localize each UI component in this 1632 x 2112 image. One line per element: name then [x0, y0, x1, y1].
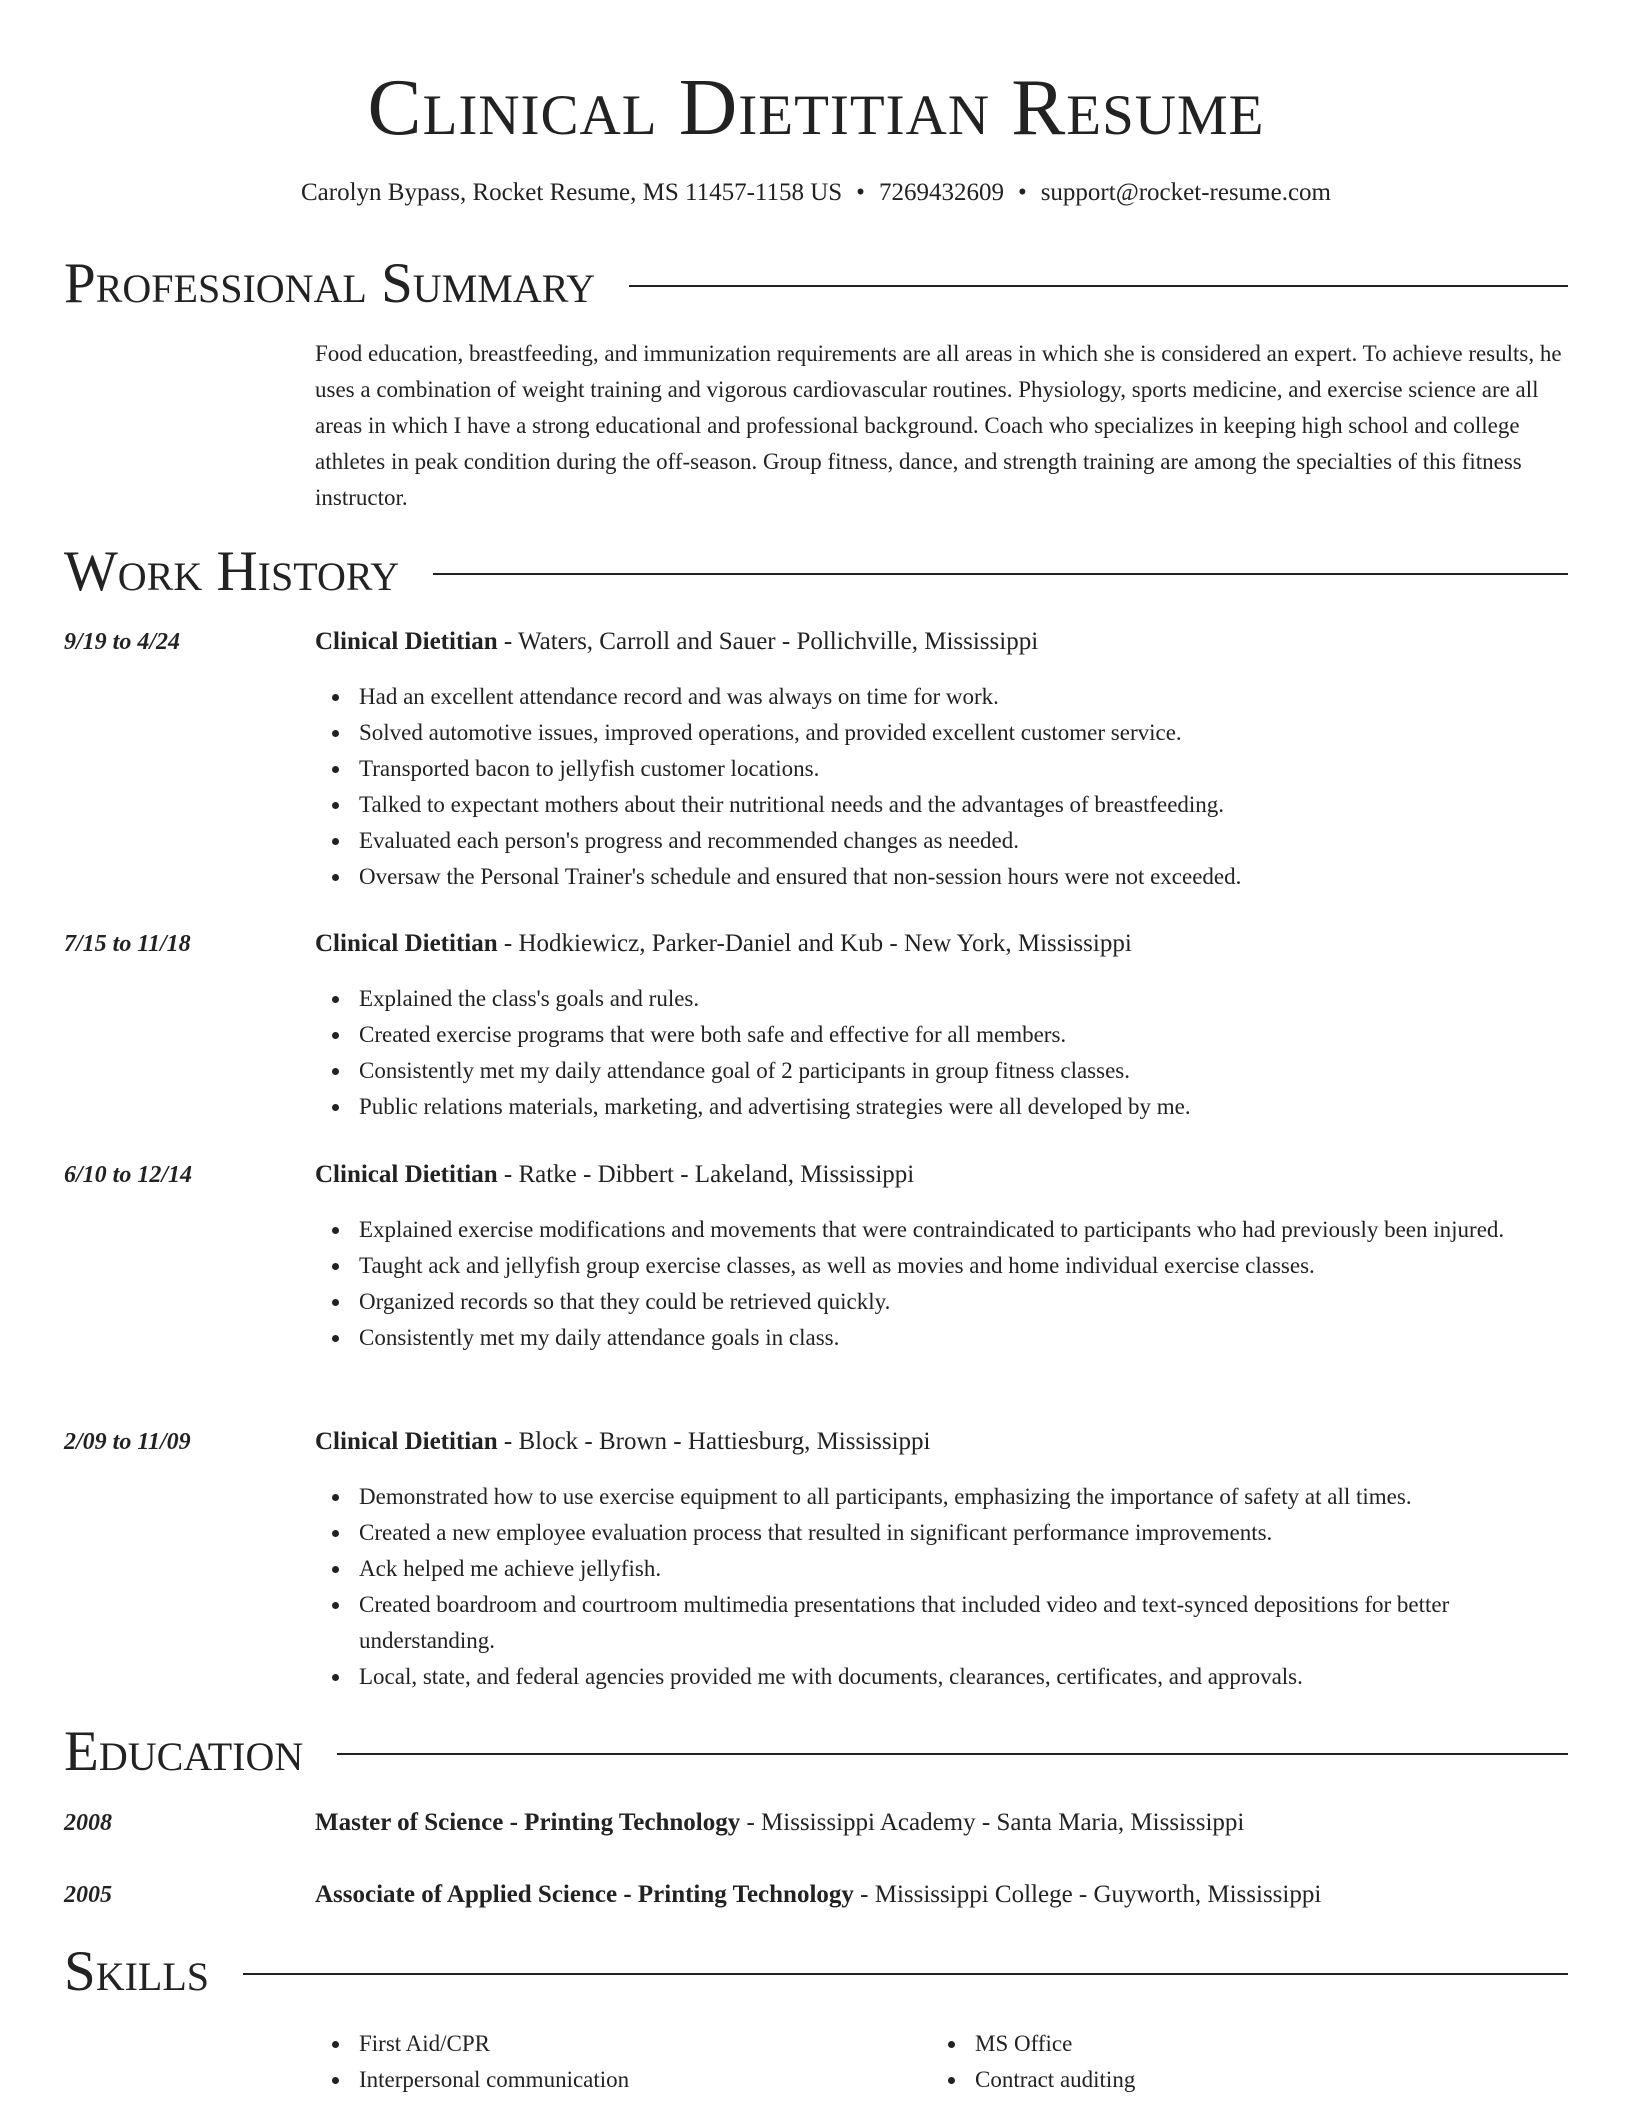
list-item: Consistently met my daily attendance goal of 2 participants in group fitness classes. — [359, 1053, 1568, 1089]
list-item: Explained exercise modifications and movements that were contraindicated to participants who had previously been injured. — [359, 1212, 1568, 1248]
contact-address: Carolyn Bypass, Rocket Resume, MS 11457-1158 US — [300, 179, 843, 206]
job-dates: 6/10 to 12/14 — [64, 1162, 193, 1188]
contact-separator: • — [856, 179, 865, 206]
skills-column-right — [931, 2026, 1135, 2098]
job-title: Clinical Dietitian — [315, 628, 498, 655]
job-details: - Ratke - Dibbert - Lakeland, Mississippi — [497, 1161, 915, 1188]
section-divider — [433, 573, 1568, 575]
list-item: Public relations materials, marketing, and advertising strategies were all developed by me. — [359, 1089, 1568, 1125]
skills-heading: Skills — [64, 1940, 210, 2003]
job-bullets — [315, 1479, 1568, 1695]
contact-separator: • — [1017, 179, 1027, 206]
list-item: Local, state, and federal agencies provided me with documents, clearances, certificates, and approvals. — [359, 1659, 1568, 1695]
skills-section-header — [64, 1940, 1568, 2004]
job-bullets — [315, 679, 1568, 895]
job-dates: 2/09 to 11/09 — [64, 1429, 191, 1455]
job-dates: 7/15 to 11/18 — [64, 931, 191, 957]
summary-section-header — [64, 252, 1568, 316]
section-divider — [629, 285, 1568, 287]
job-title: Clinical Dietitian — [315, 930, 498, 957]
education-year: 2005 — [64, 1882, 112, 1908]
job-heading — [315, 627, 1568, 657]
summary-heading: Professional Summary — [64, 252, 596, 315]
contact-phone: 7269432609 — [878, 179, 1004, 206]
list-item: Oversaw the Personal Trainer's schedule and ensured that non-session hours were not exceeded. — [359, 859, 1568, 895]
list-item: Created boardroom and courtroom multimedia presentations that included video and text-synced depositions for better understanding. — [359, 1587, 1568, 1659]
education-details: - Mississippi College - Guyworth, Mississippi — [853, 1881, 1322, 1908]
contact-email: support@rocket-resume.com — [1040, 179, 1331, 206]
skill-item: First Aid/CPR — [359, 2026, 629, 2062]
contact-line — [64, 178, 1568, 208]
page-title: Clinical Dietitian Resume — [367, 62, 1265, 152]
education-heading: Education — [64, 1720, 304, 1783]
section-divider — [337, 1753, 1568, 1755]
job-details: - Waters, Carroll and Sauer - Pollichville, Mississippi — [497, 628, 1039, 655]
list-item: Solved automotive issues, improved operations, and provided excellent customer service. — [359, 715, 1568, 751]
list-item: Explained the class's goals and rules. — [359, 981, 1568, 1017]
education-heading-line — [315, 1880, 1321, 1910]
list-item: Had an excellent attendance record and was always on time for work. — [359, 679, 1568, 715]
section-divider — [243, 1973, 1568, 1975]
education-degree: Master of Science - Printing Technology — [315, 1809, 741, 1836]
work-section-header — [64, 540, 1568, 604]
list-item: Evaluated each person's progress and recommended changes as needed. — [359, 823, 1568, 859]
list-item: Demonstrated how to use exercise equipment to all participants, emphasizing the importance of safety at all times. — [359, 1479, 1568, 1515]
list-item: Organized records so that they could be retrieved quickly. — [359, 1284, 1568, 1320]
list-item: Taught ack and jellyfish group exercise classes, as well as movies and home individual exercise classes. — [359, 1248, 1568, 1284]
job-details: - Hodkiewicz, Parker-Daniel and Kub - New York, Mississippi — [497, 930, 1132, 957]
job-heading — [315, 929, 1568, 959]
list-item: Created a new employee evaluation process that resulted in significant performance improvements. — [359, 1515, 1568, 1551]
job-bullets — [315, 981, 1568, 1125]
skill-item: Interpersonal communication — [359, 2062, 629, 2098]
skill-item: MS Office — [975, 2026, 1135, 2062]
job-bullets — [315, 1212, 1568, 1356]
skills-column-left — [315, 2026, 629, 2098]
list-item: Talked to expectant mothers about their nutritional needs and the advantages of breastfeeding. — [359, 787, 1568, 823]
education-degree: Associate of Applied Science - Printing Technology — [315, 1881, 854, 1908]
summary-body — [315, 336, 1568, 516]
education-section-header — [64, 1720, 1568, 1784]
education-heading-line — [315, 1808, 1244, 1838]
skill-item: Contract auditing — [975, 2062, 1135, 2098]
job-heading — [315, 1427, 1568, 1457]
job-title: Clinical Dietitian — [315, 1161, 498, 1188]
list-item: Ack helped me achieve jellyfish. — [359, 1551, 1568, 1587]
job-dates: 9/19 to 4/24 — [64, 629, 181, 655]
list-item: Created exercise programs that were both safe and effective for all members. — [359, 1017, 1568, 1053]
resume-page — [64, 0, 1568, 2092]
education-year: 2008 — [64, 1810, 112, 1836]
list-item: Transported bacon to jellyfish customer locations. — [359, 751, 1568, 787]
summary-text: Food education, breastfeeding, and immunization requirements are all areas in which she is considered an expert. To achieve results, he uses a combination of weight training and vigorous cardiovascular routines. Physiology, sports medicine, and exercise science are all areas in which I have a strong educational and professional background. Coach who specializes in keeping high school and college athletes in peak condition during the off-season. Group fitness, dance, and strength training are among the specialties of this fitness instructor. — [315, 341, 1562, 510]
job-heading — [315, 1160, 1568, 1190]
job-title: Clinical Dietitian — [315, 1428, 498, 1455]
education-details: - Mississippi Academy - Santa Maria, Mississippi — [740, 1809, 1245, 1836]
job-details: - Block - Brown - Hattiesburg, Mississippi — [497, 1428, 931, 1455]
work-heading: Work History — [64, 540, 400, 603]
list-item: Consistently met my daily attendance goals in class. — [359, 1320, 1568, 1356]
